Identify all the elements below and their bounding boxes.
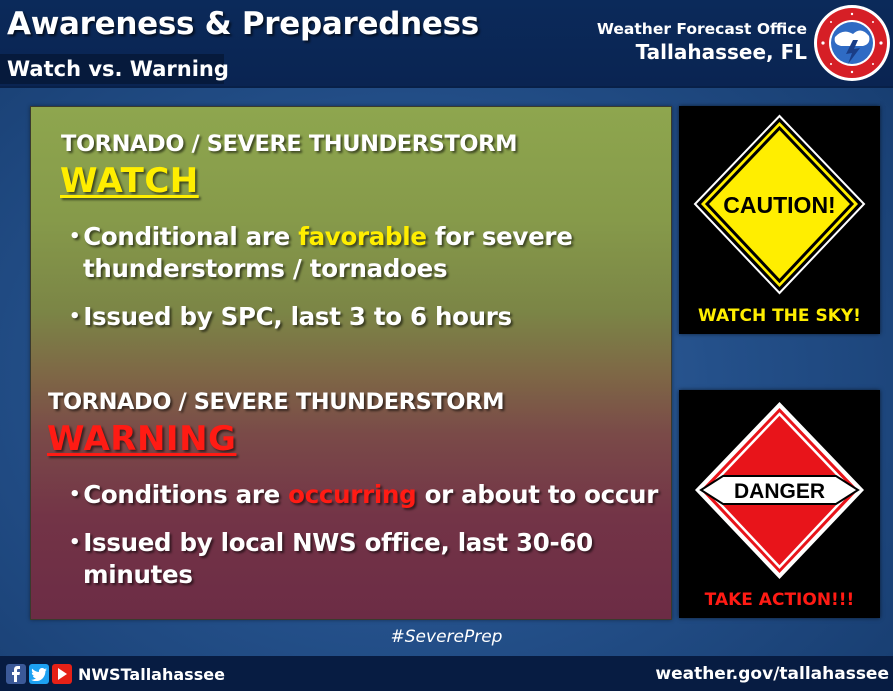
footer-bar (0, 656, 893, 691)
social-links (6, 664, 225, 684)
watch-label: WATCH (60, 161, 199, 201)
bullet-dot-icon: • (69, 306, 81, 327)
page-title: Awareness & Preparedness (7, 6, 479, 42)
office-line1: Weather Forecast Office (596, 20, 807, 38)
watch-bullet-favorable-line2: thunderstorms / tornadoes (83, 254, 448, 283)
youtube-icon[interactable] (52, 664, 72, 684)
subtitle-bar (0, 54, 229, 84)
watch-highlight: favorable (298, 222, 427, 251)
bullet-dot-icon: • (69, 226, 81, 247)
danger-caption: TAKE ACTION!!! (704, 590, 855, 610)
danger-diamond-icon (691, 398, 868, 583)
header-bar (0, 0, 893, 88)
twitter-icon[interactable] (29, 664, 49, 684)
danger-sign-box (679, 390, 880, 618)
danger-sign-text: DANGER (733, 480, 826, 503)
watch-heading: TORNADO / SEVERE THUNDERSTORM (61, 131, 518, 157)
office-line2: Tallahassee, FL (635, 40, 807, 64)
social-handle[interactable]: NWSTallahassee (78, 664, 225, 684)
caution-caption: WATCH THE SKY! (698, 306, 861, 326)
page-subtitle: Watch vs. Warning (7, 57, 229, 81)
warning-label: WARNING (47, 419, 237, 459)
caution-diamond-icon (691, 112, 868, 297)
hashtag: #SeverePrep (390, 627, 503, 647)
warning-highlight: occurring (288, 480, 417, 509)
warning-heading: TORNADO / SEVERE THUNDERSTORM (48, 389, 505, 415)
caution-sign-box (679, 106, 880, 334)
watch-bullet-favorable: • Conditional are favorable for severe (69, 222, 573, 251)
bullet-dot-icon: • (69, 532, 81, 553)
warning-bullet-issued-line2: minutes (83, 560, 193, 589)
bullet-dot-icon: • (69, 484, 81, 505)
nws-logo-icon (813, 4, 891, 82)
warning-bullet-occurring: • Conditions are occurring or about to occur (69, 480, 658, 509)
watch-warning-panel (30, 106, 672, 620)
caution-sign-text: CAUTION! (723, 192, 836, 218)
website-link[interactable]: weather.gov/tallahassee (655, 664, 889, 684)
office-name (597, 20, 807, 64)
warning-bullet-issued: • Issued by local NWS office, last 30-60 (69, 528, 593, 557)
facebook-icon[interactable] (6, 664, 26, 684)
watch-bullet-issued: • Issued by SPC, last 3 to 6 hours (69, 302, 512, 331)
